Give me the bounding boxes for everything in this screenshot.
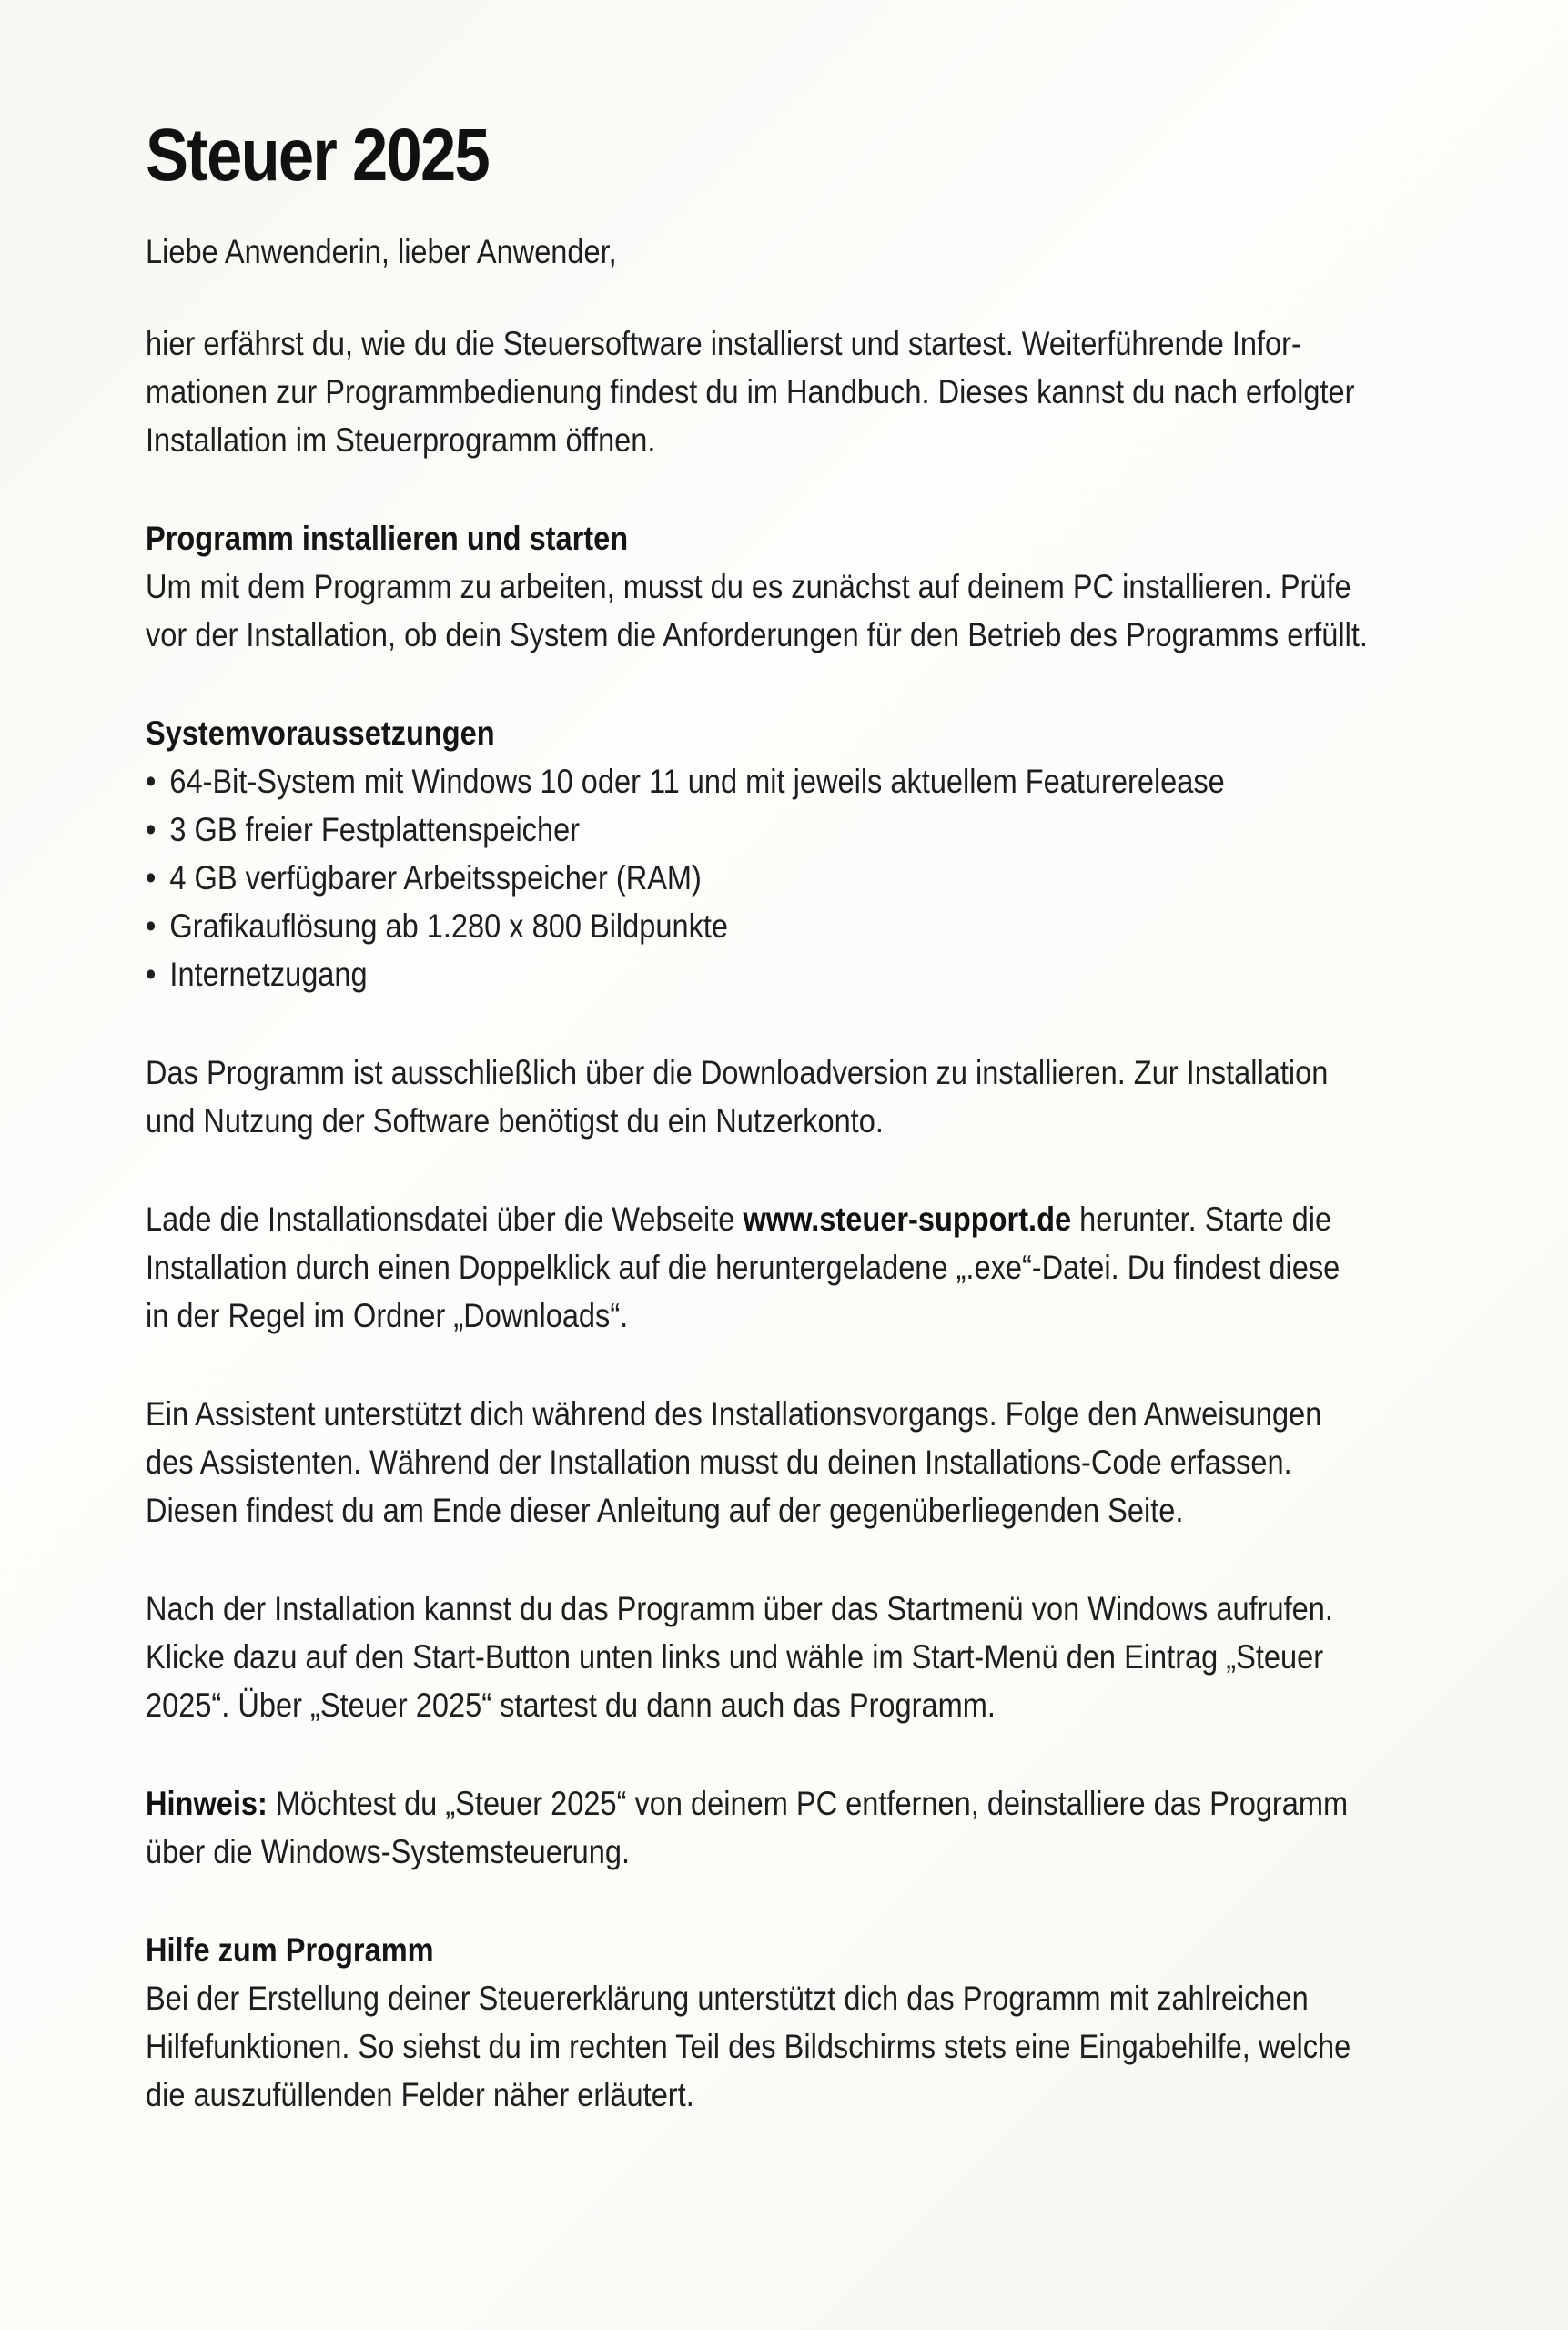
help-line: Hilfefunktionen. So siehst du im rechten Teil des Bildschirms stets eine Eingabehilfe, welche: [146, 2028, 1351, 2065]
list-item: [146, 902, 1355, 950]
requirements-heading: Systemvoraussetzungen: [146, 714, 495, 752]
load-line-text: Lade die Installationsdatei über die Webseite: [146, 1200, 744, 1238]
download-note: [146, 1048, 1515, 1145]
install-section: [146, 514, 1520, 659]
assistant-line: Ein Assistent unterstützt dich während des Installationsvorgangs. Folge den Anweisungen: [146, 1395, 1322, 1433]
list-item: [146, 854, 1355, 902]
requirement-text: 64-Bit-System mit Windows 10 oder 11 und mit jeweils aktuellem Featurerelease: [169, 763, 1225, 800]
requirements-section: [146, 709, 1520, 998]
download-line: Das Programm ist ausschließlich über die Downloadversion zu installieren. Zur Installation: [146, 1054, 1329, 1091]
help-line: Bei der Erstellung deiner Steuererklärung unterstützt dich das Programm mit zahlreichen: [146, 1980, 1309, 2017]
after-install-line: Klicke dazu auf den Start-Button unten links und wähle im Start-Menü den Eintrag „Steuer: [146, 1638, 1324, 1676]
install-heading: Programm installieren und starten: [146, 520, 629, 557]
help-heading: Hilfe zum Programm: [146, 1931, 434, 1969]
bullet-icon: •: [146, 811, 157, 848]
download-line: und Nutzung der Software benötigst du ein Nutzerkonto.: [146, 1102, 884, 1140]
list-item: [146, 805, 1355, 854]
install-line: vor der Installation, ob dein System die Anforderungen für den Betrieb des Programms erfüllt.: [146, 616, 1368, 653]
bullet-icon: •: [146, 859, 157, 897]
intro-line: hier erfährst du, wie du die Steuersoftware installierst und startest. Weiterführende Infor-: [146, 325, 1301, 362]
list-item: [146, 757, 1355, 805]
website-link[interactable]: www.steuer-support.de: [743, 1200, 1072, 1238]
greeting: Liebe Anwenderin, lieber Anwender,: [146, 233, 617, 270]
help-line: die auszufüllenden Felder näher erläutert.: [146, 2076, 694, 2113]
assistant-paragraph: [146, 1390, 1515, 1535]
after-install-line: Nach der Installation kannst du das Programm über das Startmenü von Windows aufrufen.: [146, 1590, 1333, 1627]
hint-line: [146, 1779, 1515, 1828]
install-paragraph: [146, 562, 1515, 659]
intro-line: mationen zur Programmbedienung findest du im Handbuch. Dieses kannst du nach erfolgter: [146, 373, 1355, 410]
hint-text: Möchtest du „Steuer 2025“ von deinem PC entfernen, deinstalliere das Programm: [267, 1785, 1349, 1822]
help-section: [146, 1926, 1520, 2119]
hint-line: über die Windows-Systemsteuerung.: [146, 1833, 631, 1870]
bullet-icon: •: [146, 763, 157, 800]
help-paragraph: [146, 1974, 1515, 2119]
bullet-icon: •: [146, 956, 157, 993]
intro-paragraph: [146, 319, 1515, 464]
requirement-text: 3 GB freier Festplattenspeicher: [169, 811, 581, 848]
hint-label: Hinweis:: [146, 1785, 268, 1822]
after-install-line: 2025“. Über „Steuer 2025“ startest du dann auch das Programm.: [146, 1687, 996, 1724]
page-title: Steuer 2025: [146, 114, 490, 197]
after-install-paragraph: [146, 1585, 1515, 1729]
requirements-list: [146, 757, 1520, 998]
load-paragraph: [146, 1195, 1515, 1340]
load-line: [146, 1195, 1515, 1243]
hint-paragraph: [146, 1779, 1515, 1876]
intro-line: Installation im Steuerprogramm öffnen.: [146, 421, 656, 459]
install-line: Um mit dem Programm zu arbeiten, musst du es zunächst auf deinem PC installieren. Prüfe: [146, 568, 1351, 605]
load-line: in der Regel im Ordner „Downloads“.: [146, 1297, 629, 1334]
requirement-text: Internetzugang: [169, 956, 368, 993]
requirement-text: 4 GB verfügbarer Arbeitsspeicher (RAM): [169, 859, 702, 897]
requirement-text: Grafikauflösung ab 1.280 x 800 Bildpunkte: [169, 907, 729, 945]
assistant-line: des Assistenten. Während der Installation musst du deinen Installations-Code erfassen.: [146, 1444, 1292, 1481]
load-line-text: herunter. Starte die: [1071, 1200, 1332, 1238]
list-item: [146, 950, 1355, 998]
load-line: Installation durch einen Doppelklick auf die heruntergeladene „.exe“-Datei. Du findest diese: [146, 1249, 1340, 1286]
document-content: [146, 114, 1520, 2119]
bullet-icon: •: [146, 907, 157, 945]
assistant-line: Diesen findest du am Ende dieser Anleitung auf der gegenüberliegenden Seite.: [146, 1492, 1184, 1529]
